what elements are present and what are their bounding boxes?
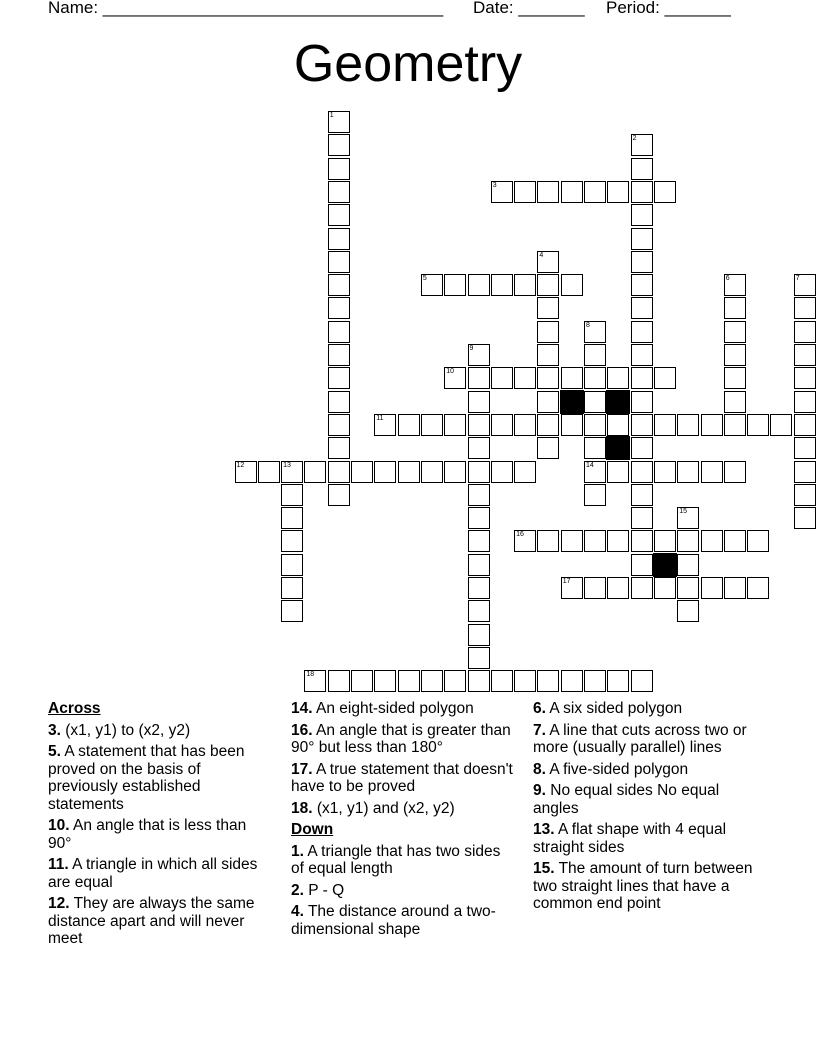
crossword-cell[interactable] bbox=[724, 321, 746, 343]
crossword-cell[interactable] bbox=[468, 577, 490, 599]
crossword-cell[interactable] bbox=[701, 461, 723, 483]
across-heading: Across bbox=[48, 700, 101, 717]
crossword-cell[interactable] bbox=[468, 507, 490, 529]
crossword-cell[interactable] bbox=[514, 274, 536, 296]
crossword-cell[interactable] bbox=[607, 367, 629, 389]
clue-number: 2 bbox=[632, 135, 637, 143]
crossword-cell[interactable] bbox=[584, 181, 606, 203]
crossword-cell[interactable] bbox=[328, 158, 350, 180]
name-field[interactable]: Name: ____________________________________ bbox=[48, 0, 444, 17]
crossword-cell[interactable] bbox=[677, 461, 699, 483]
crossword-cell[interactable] bbox=[561, 670, 583, 692]
crossword-cell[interactable] bbox=[537, 530, 559, 552]
crossword-cell[interactable] bbox=[328, 321, 350, 343]
down-clue: 15. The amount of turn between two straight lines that have a common end point bbox=[533, 860, 753, 912]
crossword-cell[interactable] bbox=[631, 554, 653, 576]
crossword-cell[interactable] bbox=[584, 577, 606, 599]
period-field[interactable]: Period: _______ bbox=[606, 0, 731, 17]
crossword-cell[interactable] bbox=[374, 670, 396, 692]
crossword-cell[interactable] bbox=[677, 414, 699, 436]
down-clue: 9. No equal sides No equal angles bbox=[533, 782, 720, 817]
across-clue: 17. A true statement that doesn't have to be proved bbox=[291, 760, 513, 795]
crossword-cell[interactable] bbox=[677, 554, 699, 576]
crossword-cell[interactable] bbox=[631, 437, 653, 459]
crossword-cell[interactable] bbox=[631, 297, 653, 319]
clue-number: 7 bbox=[795, 275, 800, 283]
crossword-cell[interactable] bbox=[328, 437, 350, 459]
black-square bbox=[560, 390, 584, 414]
crossword-cell[interactable] bbox=[235, 461, 257, 483]
crossword-cell[interactable] bbox=[468, 624, 490, 646]
crossword-cell[interactable] bbox=[328, 344, 350, 366]
crossword-cell[interactable] bbox=[491, 274, 513, 296]
crossword-cell[interactable] bbox=[747, 414, 769, 436]
crossword-cell[interactable] bbox=[631, 251, 653, 273]
crossword-cell[interactable] bbox=[794, 391, 816, 413]
crossword-cell[interactable] bbox=[654, 530, 676, 552]
crossword-cell[interactable] bbox=[631, 484, 653, 506]
crossword-cell[interactable] bbox=[584, 391, 606, 413]
crossword-cell[interactable] bbox=[561, 367, 583, 389]
crossword-cell[interactable] bbox=[491, 461, 513, 483]
crossword-cell[interactable] bbox=[328, 484, 350, 506]
crossword-cell[interactable] bbox=[584, 530, 606, 552]
crossword-cell[interactable] bbox=[468, 274, 490, 296]
crossword-cell[interactable] bbox=[724, 530, 746, 552]
crossword-cell[interactable] bbox=[537, 670, 559, 692]
crossword-cell[interactable] bbox=[584, 414, 606, 436]
crossword-cell[interactable] bbox=[398, 414, 420, 436]
crossword-cell[interactable] bbox=[281, 577, 303, 599]
crossword-cell[interactable] bbox=[537, 437, 559, 459]
clue-number: 17 bbox=[562, 578, 571, 585]
across-clue: 5. A statement that has been proved on the basis of previously established statements bbox=[48, 743, 245, 813]
crossword-cell[interactable] bbox=[537, 344, 559, 366]
crossword-cell[interactable] bbox=[631, 577, 653, 599]
crossword-cell[interactable] bbox=[631, 670, 653, 692]
crossword-cell[interactable] bbox=[561, 414, 583, 436]
crossword-cell[interactable] bbox=[607, 461, 629, 483]
crossword-cell[interactable] bbox=[747, 577, 769, 599]
crossword-cell[interactable] bbox=[724, 297, 746, 319]
clue-number: 15 bbox=[679, 508, 687, 516]
crossword-cell[interactable] bbox=[701, 530, 723, 552]
crossword-cell[interactable] bbox=[444, 670, 466, 692]
crossword-cell[interactable] bbox=[631, 228, 653, 250]
crossword-cell[interactable] bbox=[677, 507, 699, 529]
crossword-cell[interactable] bbox=[631, 414, 653, 436]
clue-column-3 bbox=[533, 700, 763, 917]
black-square bbox=[653, 553, 677, 577]
crossword-cell[interactable] bbox=[631, 181, 653, 203]
crossword-cell[interactable] bbox=[677, 530, 699, 552]
across-clue: 12. They are always the same distance apart and will never meet bbox=[48, 895, 255, 947]
crossword-cell[interactable] bbox=[537, 414, 559, 436]
crossword-cell[interactable] bbox=[281, 600, 303, 622]
crossword-cell[interactable] bbox=[491, 181, 513, 203]
clue-number: 10 bbox=[446, 368, 454, 376]
clue-number: 6 bbox=[725, 275, 730, 283]
crossword-cell[interactable] bbox=[351, 461, 373, 483]
clue-number: 3 bbox=[492, 181, 497, 189]
crossword-cell[interactable] bbox=[794, 461, 816, 483]
down-clue: 8. A five-sided polygon bbox=[533, 760, 689, 778]
crossword-cell[interactable] bbox=[584, 484, 606, 506]
crossword-cell[interactable] bbox=[561, 530, 583, 552]
down-clue: 6. A six sided polygon bbox=[533, 700, 683, 717]
crossword-cell[interactable] bbox=[654, 367, 676, 389]
crossword-cell[interactable] bbox=[607, 181, 629, 203]
crossword-cell[interactable] bbox=[607, 577, 629, 599]
crossword-cell[interactable] bbox=[631, 391, 653, 413]
crossword-cell[interactable] bbox=[444, 367, 466, 389]
clue-number: 8 bbox=[586, 321, 590, 329]
clue-number: 14 bbox=[586, 461, 594, 469]
crossword-cell[interactable] bbox=[468, 554, 490, 576]
crossword-cell[interactable] bbox=[724, 367, 746, 389]
crossword-cell[interactable] bbox=[281, 461, 303, 483]
crossword-cell[interactable] bbox=[281, 530, 303, 552]
crossword-cell[interactable] bbox=[537, 391, 559, 413]
crossword-cell[interactable] bbox=[444, 274, 466, 296]
crossword-cell[interactable] bbox=[328, 251, 350, 273]
clue-number: 1 bbox=[329, 112, 334, 119]
clue-column-2 bbox=[291, 700, 516, 942]
black-square bbox=[606, 436, 630, 460]
crossword-cell[interactable] bbox=[724, 414, 746, 436]
crossword-cell[interactable] bbox=[444, 461, 466, 483]
clue-column-1 bbox=[48, 700, 273, 952]
crossword-cell[interactable] bbox=[491, 367, 513, 389]
crossword-cell[interactable] bbox=[328, 297, 350, 319]
across-clue: 11. A triangle in which all sides are equal bbox=[48, 856, 258, 891]
crossword-cell[interactable] bbox=[654, 461, 676, 483]
crossword-cell[interactable] bbox=[724, 344, 746, 366]
down-clue: 4. The distance around a two-dimensional shape bbox=[291, 903, 496, 938]
crossword-cell[interactable] bbox=[374, 414, 396, 436]
crossword-cell[interactable] bbox=[304, 461, 326, 483]
crossword-cell[interactable] bbox=[584, 367, 606, 389]
crossword-cell[interactable] bbox=[328, 670, 350, 692]
crossword-cell[interactable] bbox=[631, 274, 653, 296]
crossword-cell[interactable] bbox=[607, 530, 629, 552]
crossword-cell[interactable] bbox=[631, 158, 653, 180]
crossword-cell[interactable] bbox=[747, 530, 769, 552]
crossword-cell[interactable] bbox=[468, 344, 490, 366]
crossword-cell[interactable] bbox=[584, 670, 606, 692]
crossword-cell[interactable] bbox=[561, 577, 583, 599]
crossword-cell[interactable] bbox=[421, 414, 443, 436]
across-clue: 10. An angle that is less than 90° bbox=[48, 817, 247, 852]
crossword-cell[interactable] bbox=[468, 530, 490, 552]
crossword-cell[interactable] bbox=[328, 367, 350, 389]
clue-number: 16 bbox=[516, 531, 524, 539]
clue-number: 4 bbox=[539, 251, 544, 259]
across-clue: 14. An eight-sided polygon bbox=[291, 700, 474, 717]
crossword-cell[interactable] bbox=[631, 507, 653, 529]
crossword-cell[interactable] bbox=[537, 181, 559, 203]
crossword-cell[interactable] bbox=[468, 391, 490, 413]
crossword-cell[interactable] bbox=[514, 530, 536, 552]
crossword-cell[interactable] bbox=[654, 181, 676, 203]
crossword-cell[interactable] bbox=[701, 414, 723, 436]
crossword-cell[interactable] bbox=[607, 670, 629, 692]
crossword-cell[interactable] bbox=[724, 577, 746, 599]
crossword-cell[interactable] bbox=[677, 600, 699, 622]
crossword-cell[interactable] bbox=[537, 367, 559, 389]
crossword-cell[interactable] bbox=[328, 111, 350, 133]
date-field[interactable]: Date: _______ bbox=[473, 0, 585, 17]
crossword-cell[interactable] bbox=[421, 461, 443, 483]
crossword-cell[interactable] bbox=[654, 577, 676, 599]
crossword-cell[interactable] bbox=[328, 204, 350, 226]
crossword-cell[interactable] bbox=[258, 461, 280, 483]
crossword-cell[interactable] bbox=[654, 414, 676, 436]
crossword-cell[interactable] bbox=[631, 321, 653, 343]
down-clue: 7. A line that cuts across two or more (usually parallel) lines bbox=[533, 721, 747, 756]
down-heading: Down bbox=[291, 821, 334, 838]
down-clue: 1. A triangle that has two sides of equal length bbox=[291, 842, 501, 877]
crossword-cell[interactable] bbox=[468, 367, 490, 389]
crossword-cell[interactable] bbox=[328, 134, 350, 156]
down-clue: 2. P - Q bbox=[291, 881, 345, 899]
crossword-cell[interactable] bbox=[794, 484, 816, 506]
black-square bbox=[606, 390, 630, 414]
crossword-cell[interactable] bbox=[631, 461, 653, 483]
crossword-cell[interactable] bbox=[514, 367, 536, 389]
crossword-cell[interactable] bbox=[631, 344, 653, 366]
crossword-cell[interactable] bbox=[468, 670, 490, 692]
clue-number: 11 bbox=[376, 414, 384, 422]
crossword-cell[interactable] bbox=[561, 181, 583, 203]
crossword-cell[interactable] bbox=[770, 414, 792, 436]
crossword-cell[interactable] bbox=[444, 414, 466, 436]
crossword-cell[interactable] bbox=[281, 507, 303, 529]
crossword-cell[interactable] bbox=[677, 577, 699, 599]
crossword-cell[interactable] bbox=[724, 461, 746, 483]
crossword-cell[interactable] bbox=[514, 414, 536, 436]
crossword-cell[interactable] bbox=[468, 461, 490, 483]
crossword-cell[interactable] bbox=[468, 484, 490, 506]
crossword-cell[interactable] bbox=[468, 647, 490, 669]
crossword-cell[interactable] bbox=[328, 414, 350, 436]
crossword-cell[interactable] bbox=[631, 134, 653, 156]
crossword-cell[interactable] bbox=[328, 181, 350, 203]
crossword-cell[interactable] bbox=[491, 670, 513, 692]
crossword-cell[interactable] bbox=[794, 437, 816, 459]
crossword-cell[interactable] bbox=[514, 181, 536, 203]
crossword-cell[interactable] bbox=[537, 274, 559, 296]
crossword-cell[interactable] bbox=[398, 670, 420, 692]
across-clue: 18. (x1, y1) and (x2, y2) bbox=[291, 799, 455, 817]
clue-number: 12 bbox=[236, 461, 245, 469]
crossword-cell[interactable] bbox=[514, 670, 536, 692]
crossword-cell[interactable] bbox=[794, 367, 816, 389]
clue-number: 13 bbox=[283, 461, 291, 469]
crossword-cell[interactable] bbox=[584, 437, 606, 459]
down-clue: 13. A flat shape with 4 equal straight sides bbox=[533, 821, 727, 856]
crossword-cell[interactable] bbox=[304, 670, 326, 692]
crossword-cell[interactable] bbox=[514, 461, 536, 483]
page-title: Geometry bbox=[293, 35, 523, 93]
crossword-cell[interactable] bbox=[794, 507, 816, 529]
crossword-cell[interactable] bbox=[328, 228, 350, 250]
crossword-cell[interactable] bbox=[421, 274, 443, 296]
crossword-cell[interactable] bbox=[537, 297, 559, 319]
crossword-cell[interactable] bbox=[794, 344, 816, 366]
crossword-cell[interactable] bbox=[631, 367, 653, 389]
crossword-cell[interactable] bbox=[584, 344, 606, 366]
crossword-cell[interactable] bbox=[537, 321, 559, 343]
clue-number: 9 bbox=[469, 345, 474, 352]
clue-number: 18 bbox=[306, 671, 315, 679]
crossword-cell[interactable] bbox=[468, 600, 490, 622]
crossword-cell[interactable] bbox=[491, 414, 513, 436]
crossword-cell[interactable] bbox=[328, 391, 350, 413]
crossword-cell[interactable] bbox=[794, 414, 816, 436]
crossword-cell[interactable] bbox=[584, 321, 606, 343]
crossword-cell[interactable] bbox=[468, 414, 490, 436]
crossword-cell[interactable] bbox=[724, 391, 746, 413]
crossword-cell[interactable] bbox=[794, 321, 816, 343]
crossword-cell[interactable] bbox=[468, 437, 490, 459]
crossword-cell[interactable] bbox=[631, 530, 653, 552]
across-clue: 16. An angle that is greater than 90° but less than 180° bbox=[291, 721, 511, 756]
crossword-cell[interactable] bbox=[584, 461, 606, 483]
crossword-cell[interactable] bbox=[328, 461, 350, 483]
crossword-cell[interactable] bbox=[607, 414, 629, 436]
crossword-cell[interactable] bbox=[328, 274, 350, 296]
crossword-cell[interactable] bbox=[351, 670, 373, 692]
crossword-cell[interactable] bbox=[794, 274, 816, 296]
crossword-cell[interactable] bbox=[537, 251, 559, 273]
crossword-cell[interactable] bbox=[631, 204, 653, 226]
crossword-cell[interactable] bbox=[281, 554, 303, 576]
crossword-cell[interactable] bbox=[281, 484, 303, 506]
crossword-cell[interactable] bbox=[398, 461, 420, 483]
crossword-cell[interactable] bbox=[701, 577, 723, 599]
clue-number: 5 bbox=[422, 275, 427, 283]
across-clue: 3. (x1, y1) to (x2, y2) bbox=[48, 721, 191, 739]
crossword-cell[interactable] bbox=[374, 461, 396, 483]
crossword-cell[interactable] bbox=[421, 670, 443, 692]
crossword-cell[interactable] bbox=[561, 274, 583, 296]
crossword-cell[interactable] bbox=[794, 297, 816, 319]
crossword-cell[interactable] bbox=[724, 274, 746, 296]
